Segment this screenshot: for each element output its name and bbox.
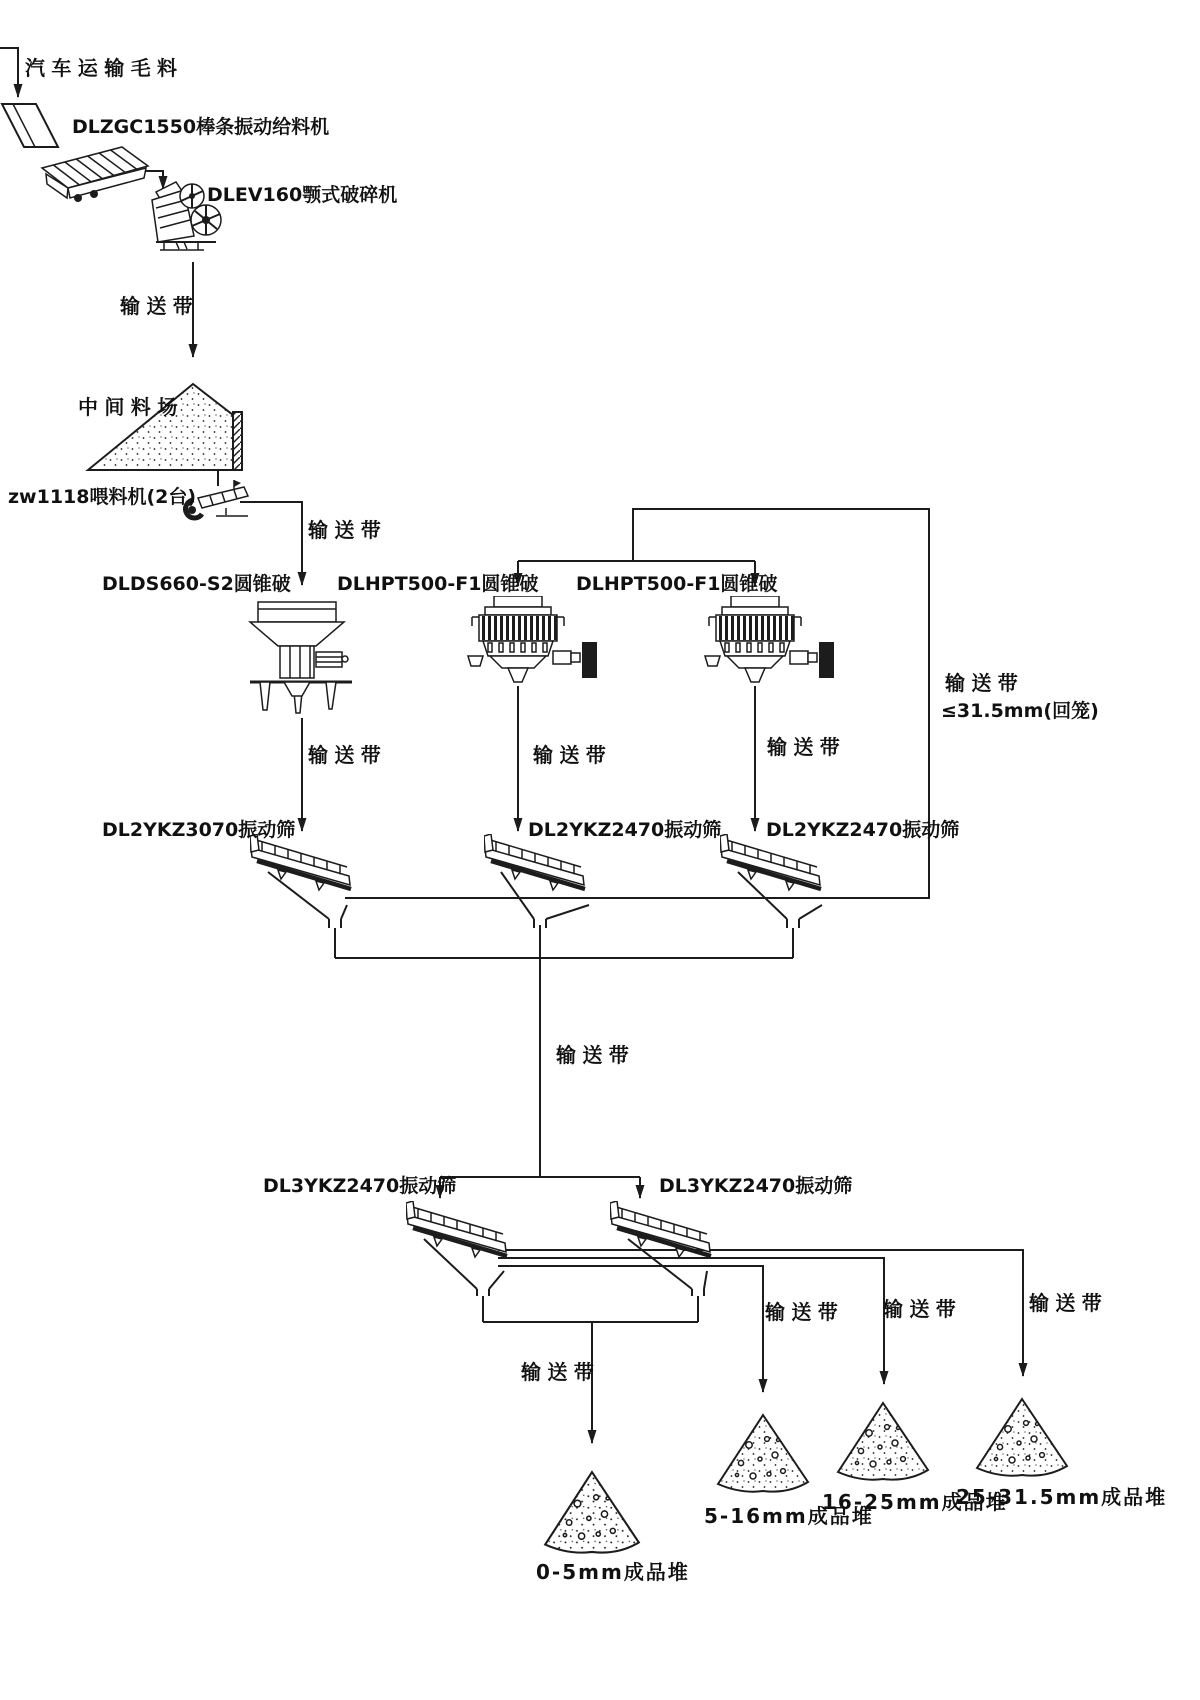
conveyor-label-1: 输送带 <box>120 294 200 318</box>
cone-crusher-hpt2-icon <box>705 596 834 682</box>
label-pile-5-16: 5-16mm成品堆 <box>704 1504 874 1528</box>
label-screen-1: DL2YKZ3070振动筛 <box>102 819 296 841</box>
label-stockpile: 中间料场 <box>78 395 184 419</box>
line-truck-to-chute <box>0 48 18 97</box>
grizzly-feeder-icon <box>42 147 148 202</box>
pile-0-5-icon <box>545 1472 639 1553</box>
label-screen-2: DL2YKZ2470振动筛 <box>528 819 722 841</box>
label-grizzly-feeder: DLZGC1550棒条振动给料机 <box>72 116 330 138</box>
label-screen-5: DL3YKZ2470振动筛 <box>659 1175 853 1197</box>
label-pile-16-25: 16-25mm成品堆 <box>822 1490 1008 1514</box>
conveyor-label-6: 输送带 <box>556 1043 636 1067</box>
screen4-icon <box>406 1201 507 1257</box>
label-jaw-crusher: DLEV160颚式破碎机 <box>207 184 398 206</box>
cone-crusher-hpt1-icon <box>468 596 597 682</box>
label-screen-4: DL3YKZ2470振动筛 <box>263 1175 457 1197</box>
conveyor-label-3: 输送带 <box>308 743 388 767</box>
label-cone-crusher-1: DLDS660-S2圆锥破 <box>102 573 291 595</box>
label-screen-3: DL2YKZ2470振动筛 <box>766 819 960 841</box>
label-pile-25-31: 25-31.5mm成品堆 <box>956 1485 1168 1509</box>
conveyor-label-10: 输送带 <box>1029 1291 1109 1315</box>
conveyor-label-4: 输送带 <box>533 743 613 767</box>
label-return-size: ≤31.5mm(回笼) <box>941 700 1099 722</box>
screen1-icon <box>250 834 351 890</box>
chute-icon <box>2 104 58 147</box>
conveyor-label-9: 输送带 <box>883 1297 963 1321</box>
screen2-icon <box>484 834 585 890</box>
label-pile-0-5: 0-5mm成品堆 <box>536 1560 690 1584</box>
screen3-icon <box>720 834 821 890</box>
conveyor-label-8: 输送带 <box>765 1300 845 1324</box>
flow-lines <box>0 48 1023 1443</box>
label-return-belt: 输送带 <box>945 671 1025 695</box>
secondary-undersize-collector <box>483 1296 698 1322</box>
conveyor-label-7: 输送带 <box>521 1360 601 1384</box>
screen5-icon <box>610 1201 711 1257</box>
cone-crusher-dlds-icon <box>250 602 352 713</box>
pile-25-31-icon <box>977 1399 1067 1476</box>
label-truck-feed: 汽车运输毛料 <box>25 56 184 80</box>
line-feeder-to-jaw <box>143 171 163 189</box>
conveyor-label-5: 输送带 <box>767 735 847 759</box>
label-apron-feeder: zw1118喂料机(2台) <box>8 486 197 508</box>
label-cone-crusher-2: DLHPT500-F1圆锥破 <box>337 573 539 595</box>
pile-16-25-icon <box>838 1403 928 1480</box>
label-cone-crusher-3: DLHPT500-F1圆锥破 <box>576 573 778 595</box>
conveyor-label-2: 输送带 <box>308 518 388 542</box>
primary-undersize-collector <box>335 928 793 958</box>
pile-5-16-icon <box>718 1415 808 1492</box>
